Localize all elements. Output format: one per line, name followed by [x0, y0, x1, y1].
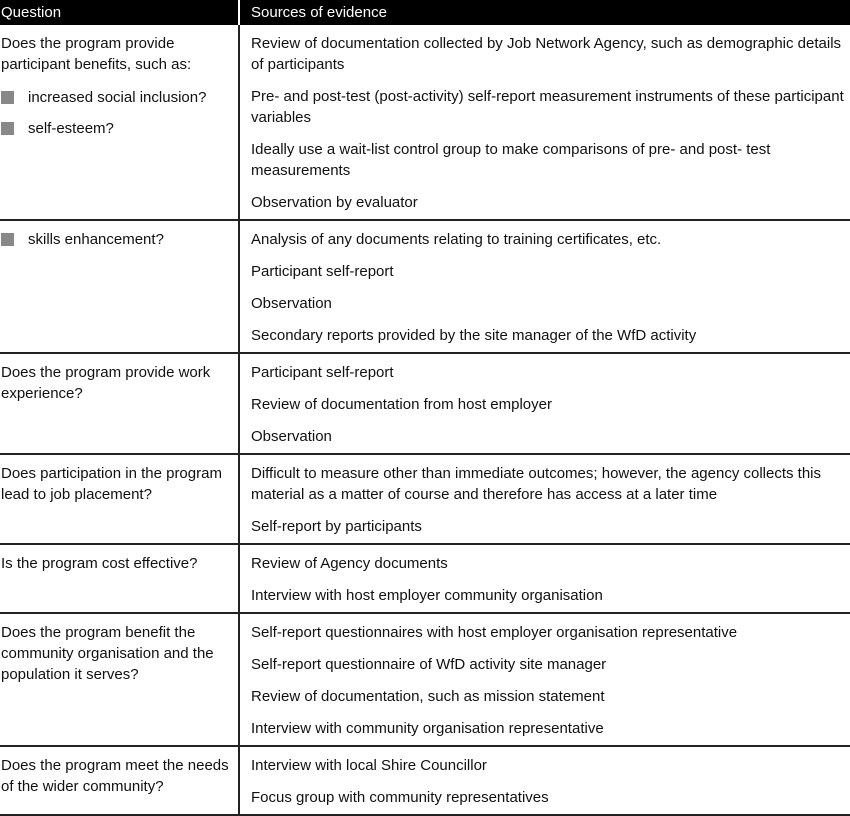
square-bullet-icon: [1, 122, 14, 135]
question-cell: [0, 220, 239, 353]
question-cell: [0, 454, 239, 544]
question-cell: [0, 544, 239, 613]
evidence-source: Self-report questionnaires with host employer organisation representative: [251, 624, 738, 641]
evidence-source: Ideally use a wait-list control group to make comparisons of pre- and post- test measurements: [251, 141, 771, 179]
evidence-source: Observation: [251, 428, 332, 445]
evidence-source: Interview with host employer community organisation: [251, 587, 603, 604]
evidence-source: Review of documentation, such as mission statement: [251, 688, 605, 705]
evidence-source: Participant self-report: [251, 364, 394, 381]
bullet-item: [1, 229, 232, 250]
sources-cell: [239, 220, 850, 353]
square-bullet-icon: [1, 91, 14, 104]
evidence-source: Observation: [251, 295, 332, 312]
evidence-source: Pre- and post-test (post-activity) self-report measurement instruments of these participant variables: [251, 88, 844, 126]
evidence-source: Self-report questionnaire of WfD activity site manager: [251, 656, 607, 673]
table-header-row: [0, 0, 850, 25]
sources-cell: [239, 544, 850, 613]
question-cell: [0, 746, 239, 815]
evidence-source: Review of Agency documents: [251, 555, 448, 572]
sources-cell: [239, 353, 850, 454]
table-row: [0, 544, 850, 613]
bullet-item: [1, 87, 232, 108]
question-cell: [0, 613, 239, 746]
question-text: Does the program provide participant benefits, such as:: [1, 35, 192, 73]
evidence-source: Interview with local Shire Councillor: [251, 757, 487, 774]
evidence-source: Observation by evaluator: [251, 194, 418, 211]
sources-cell: [239, 613, 850, 746]
square-bullet-icon: [1, 233, 14, 246]
column-header-sources: Sources of evidence: [239, 0, 850, 25]
table-row: [0, 746, 850, 815]
table-row: [0, 454, 850, 544]
bullet-text: self-esteem?: [28, 120, 114, 137]
evidence-source: Focus group with community representatives: [251, 789, 549, 806]
evidence-source: Review of documentation collected by Job Network Agency, such as demographic details of participants: [251, 35, 842, 73]
evidence-source: Self-report by participants: [251, 518, 422, 535]
sources-cell: [239, 454, 850, 544]
question-text: Does participation in the program lead to job placement?: [1, 465, 222, 503]
evidence-source: Participant self-report: [251, 263, 394, 280]
evidence-source: Secondary reports provided by the site manager of the WfD activity: [251, 327, 697, 344]
question-cell: [0, 353, 239, 454]
evidence-source: Difficult to measure other than immediate outcomes; however, the agency collects this material as a matter of course and therefore has access at a later time: [251, 465, 822, 503]
table-row: [0, 613, 850, 746]
bullet-text: increased social inclusion?: [28, 89, 207, 106]
question-text: Does the program benefit the community organisation and the population it serves?: [1, 624, 214, 683]
bullet-text: skills enhancement?: [28, 231, 164, 248]
bullet-item: [1, 118, 232, 139]
table-row: [0, 220, 850, 353]
table-row: [0, 25, 850, 220]
evidence-source: Analysis of any documents relating to training certificates, etc.: [251, 231, 662, 248]
question-text: Does the program provide work experience?: [1, 364, 211, 402]
question-text: Does the program meet the needs of the wider community?: [1, 757, 229, 795]
evidence-source: Review of documentation from host employer: [251, 396, 552, 413]
question-cell: [0, 25, 239, 220]
table-row: [0, 353, 850, 454]
question-text: Is the program cost effective?: [1, 555, 198, 572]
evidence-source: Interview with community organisation representative: [251, 720, 604, 737]
sources-cell: [239, 746, 850, 815]
sources-cell: [239, 25, 850, 220]
column-header-question: Question: [0, 0, 239, 25]
